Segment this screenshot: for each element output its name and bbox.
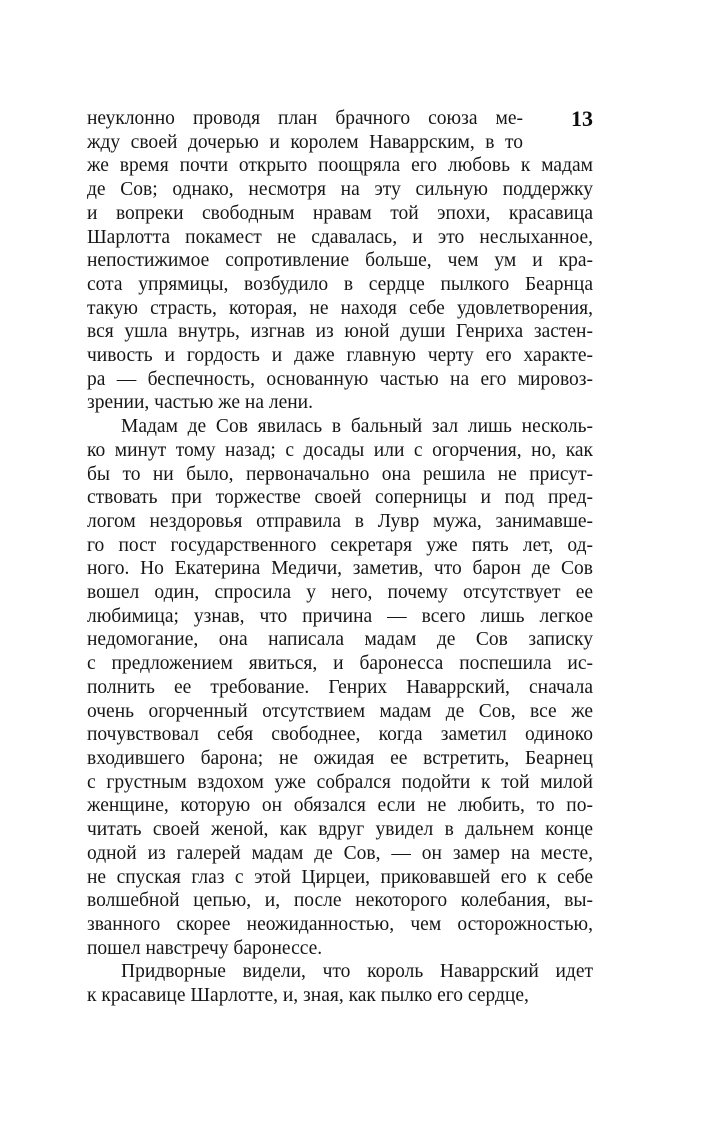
text-line: де Сов; однако, несмотря на эту сильную поддержку [87,179,593,201]
text-line: Придворные видели, что король Наваррский идет [121,961,593,983]
text-line: зрении, частью же на лени. [87,392,313,414]
text-line: с грустным вздохом уже собрался подойти к той милой [87,771,593,793]
text-line: ного. Но Екатерина Медичи, заметив, что барон де Сов [87,558,593,580]
text-line: логом нездоровья отправила в Лувр мужа, занимавше- [87,510,593,532]
text-line: чивость и гордость и даже главную черту его характе- [87,345,593,367]
text-line: званного скорее неожиданностью, чем осторожностью, [87,913,593,935]
text-line: ствовать при торжестве своей соперницы и под пред- [87,487,593,509]
text-line: очень огорченный отсутствием мадам де Сов, все же [87,700,593,722]
text-line: неуклонно проводя план брачного союза ме- [87,108,523,129]
text-line: читать своей женой, как вдруг увидел в дальнем конце [87,819,593,841]
text-line: жду своей дочерью и королем Наваррским, в то [87,131,523,153]
text-line: почувствовал себя свободнее, когда заметил одиноко [87,724,593,746]
text-line: такую страсть, которая, не находя себе удовлетворения, [87,297,593,319]
text-line: сота упрямицы, возбудило в сердце пылкого Беарнца [87,273,593,295]
text-line: бы то ни было, первоначально она решила не присут- [87,463,593,485]
text-line: го пост государственного секретаря уже пять лет, од- [87,534,593,556]
page-text [87,107,593,1008]
text-line: к красавице Шарлотте, и, зная, как пылко его сердце, [87,985,529,1007]
text-line: полнить ее требование. Генрих Наваррский, сначала [87,676,593,698]
text-line: недомогание, она написала мадам де Сов записку [87,629,593,651]
text-line: с предложением явиться, и баронесса поспешила ис- [87,653,593,675]
text-line: не спуская глаз с этой Цирцеи, приковавшей его к себе [87,866,593,888]
text-line: ко минут тому назад; с досады или с огорчения, но, как [87,439,593,461]
text-line: одной из галерей мадам де Сов, — он замер на месте, [87,842,593,864]
text-line: ра — беспечность, основанную частью на его мировоз- [87,368,593,390]
text-line: входившего барона; не ожидая ее встретить, Беарнец [87,747,593,769]
text-line: и вопреки свободным нравам той эпохи, красавица [87,202,593,224]
text-line: непостижимое сопротивление больше, чем ум и кра- [87,250,593,272]
paragraph [87,960,593,1007]
text-line: волшебной цепью, и, после некоторого колебания, вы- [87,890,593,912]
text-line: Шарлотта покамест не сдавалась, и это неслыханное, [87,226,593,248]
paragraph [87,107,593,415]
page-number: 13 [571,106,593,131]
paragraph [87,415,593,960]
text-line: вся ушла внутрь, изгнав из юной души Генриха застен- [87,321,593,343]
text-line: вошел один, спросила у него, почему отсутствует ее [87,582,593,604]
text-line: женщине, которую он обязался если не любить, то по- [87,795,593,817]
text-line: же время почти открыто поощряла его любовь к мадам [87,155,593,177]
text-line: любимица; узнав, что причина — всего лишь легкое [87,605,593,627]
text-line: Мадам де Сов явилась в бальный зал лишь несколь- [121,416,593,438]
text-line: пошел навстречу баронессе. [87,937,323,959]
